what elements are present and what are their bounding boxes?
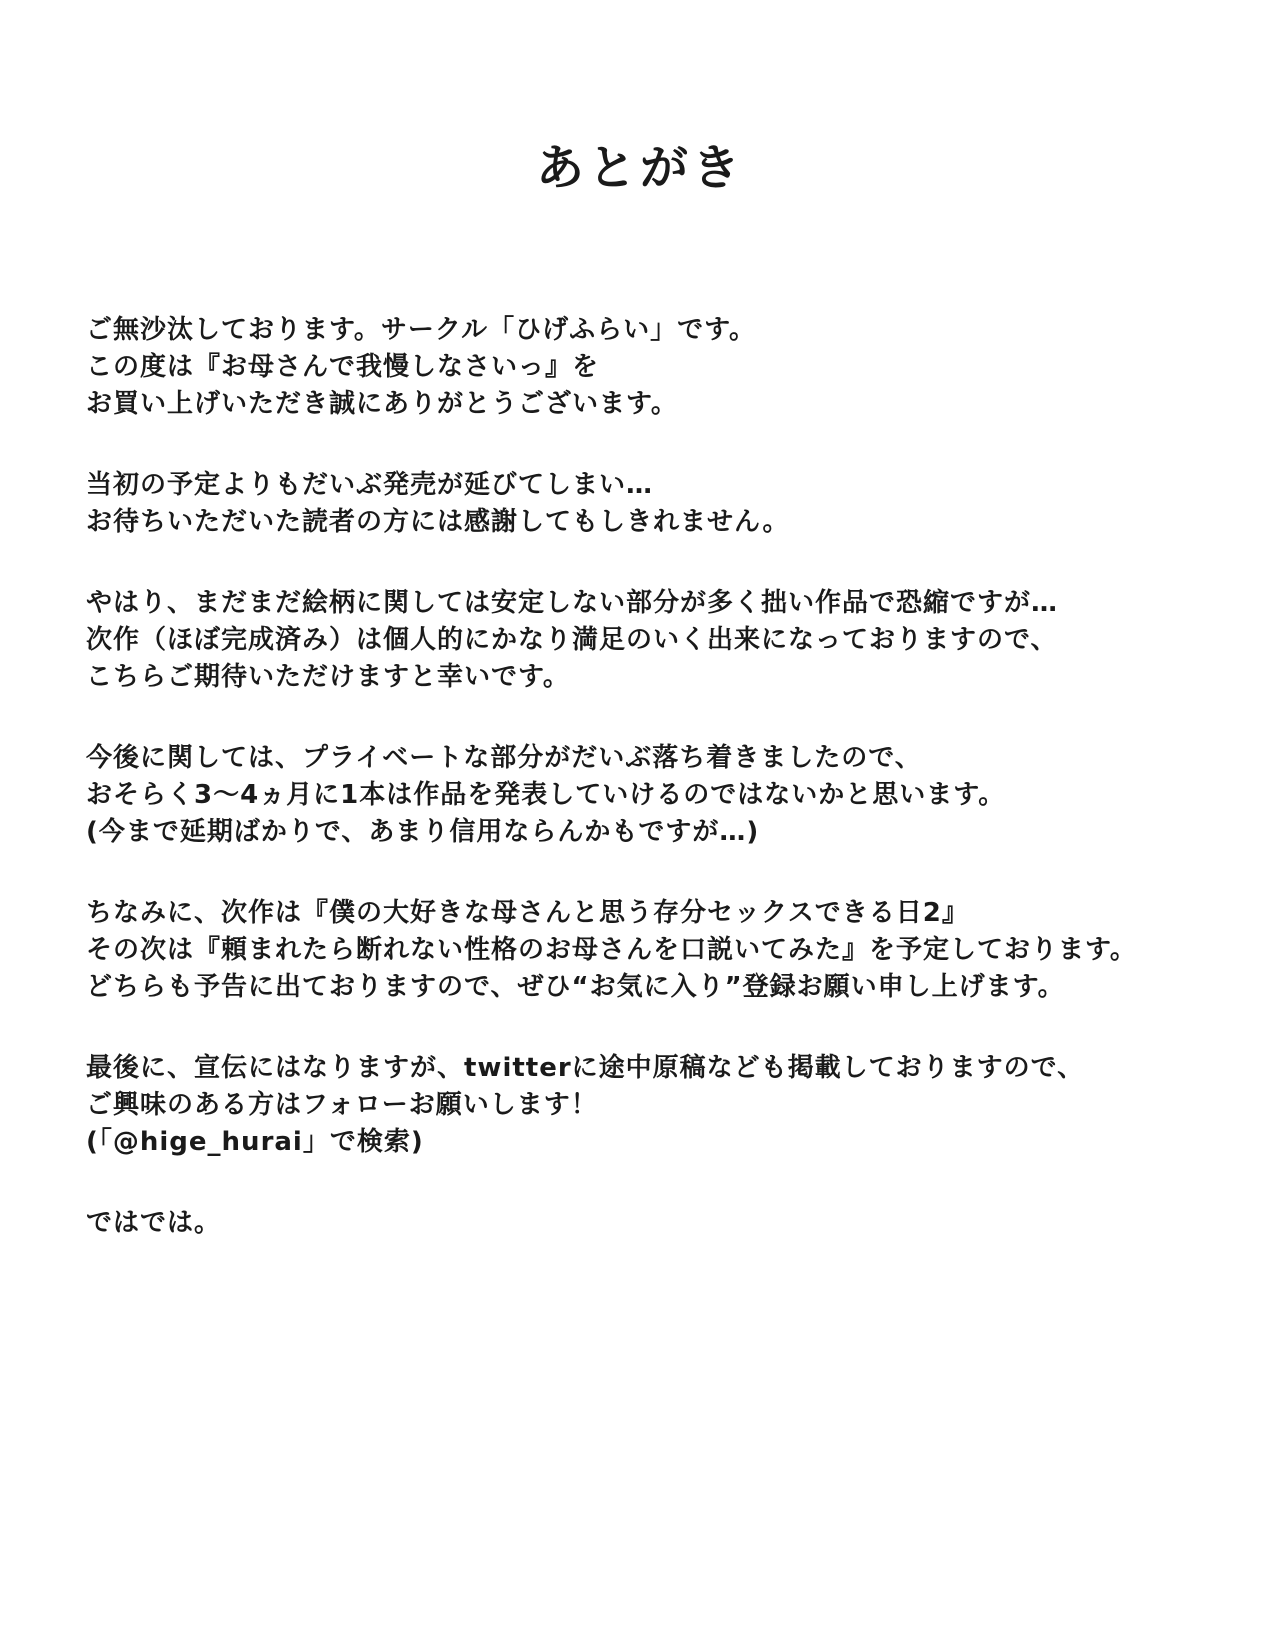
text-line: 最後に、宣伝にはなりますが、twitterに途中原稿なども掲載しておりますので、: [86, 1053, 1085, 1083]
text-line: ご興味のある方はフォローお願いします！: [86, 1090, 598, 1120]
text-line: お買い上げいただき誠にありがとうございます。: [86, 389, 678, 419]
text-line: おそらく3〜4ヵ月に1本は作品を発表していけるのではないかと思います。: [86, 780, 1006, 810]
text-line: ちなみに、次作は『僕の大好きな母さんと思う存分セックスできる日2』: [86, 898, 969, 928]
paragraph-next-work: [86, 585, 1256, 696]
paragraph-greeting: [86, 312, 1256, 423]
text-line: やはり、まだまだ絵柄に関しては安定しない部分が多く拙い作品で恐縮ですが…: [86, 588, 1059, 618]
text-line: 次作（ほぼ完成済み）は個人的にかなり満足のいく出来になっておりますので、: [86, 625, 1058, 655]
text-line: ご無沙汰しております。サークル「ひげふらい」です。: [86, 315, 757, 345]
paragraph-upcoming-titles: [86, 895, 1256, 1006]
text-line: (「@hige_hurai」で検索): [86, 1127, 424, 1157]
text-line: ではでは。: [86, 1208, 222, 1238]
paragraph-future: [86, 740, 1256, 851]
text-line: どちらも予告に出ておりますので、ぜひ“お気に入り”登録お願い申し上げます。: [86, 972, 1065, 1002]
paragraph-twitter: [86, 1050, 1256, 1161]
text-line: こちらご期待いただけますと幸いです。: [86, 662, 570, 692]
text-line: その次は『頼まれたら断れない性格のお母さんを口説いてみた』を予定しております。: [86, 935, 1137, 965]
afterword-body: [86, 312, 1256, 1286]
text-line: 当初の予定よりもだいぶ発売が延びてしまい…: [86, 470, 654, 500]
text-line: お待ちいただいた読者の方には感謝してもしきれません。: [86, 507, 790, 537]
paragraph-closing: [86, 1205, 1256, 1242]
text-line: この度は『お母さんで我慢しなさいっ』を: [86, 352, 600, 382]
page-title: あとがき: [535, 140, 744, 196]
paragraph-delay: [86, 467, 1256, 541]
text-line: (今まで延期ばかりで、あまり信用ならんかもですが…): [86, 817, 760, 847]
text-line: 今後に関しては、プライベートな部分がだいぶ落ち着きましたので、: [86, 743, 922, 773]
